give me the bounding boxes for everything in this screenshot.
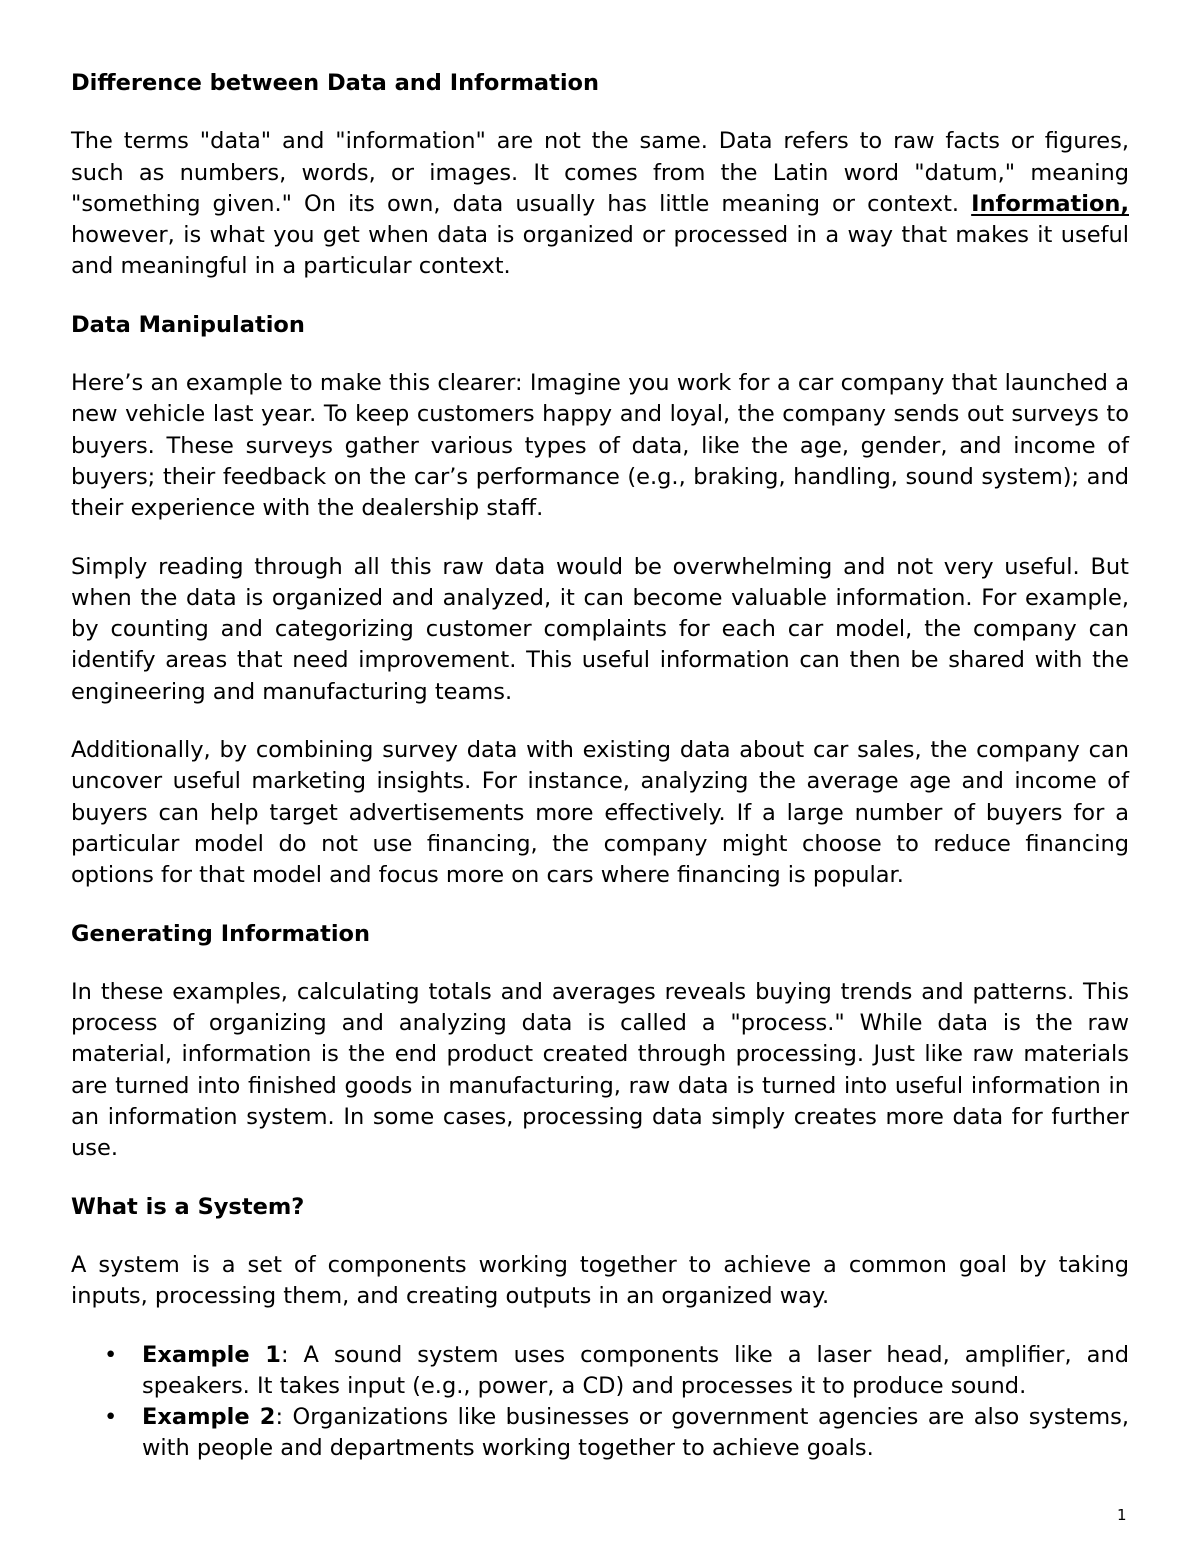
paragraph-text: The terms "data" and "information" are not the same. Data refers to raw facts or figures, such as numbers, words, or images. It comes from the Latin word "datum," meaning "something given." On its own, data usually has little meaning or context.: [71, 128, 1129, 217]
heading-data-manipulation: Data Manipulation: [71, 311, 305, 338]
paragraph-data-definition: [71, 126, 1129, 282]
list-item: [71, 1340, 1129, 1403]
example-text: : Organizations like businesses or government agencies are also systems, with people and departments working together to achieve goals.: [142, 1404, 1130, 1462]
paragraph-marketing: Additionally, by combining survey data with existing data about car sales, the company can uncover useful marketing insights. For instance, analyzing the average age and income of buyers can help target advertisements more effectively. If a large number of buyers for a particular model do not use financing, the company might choose to reduce financing options for that model and focus more on cars where financing is popular.: [71, 737, 1129, 889]
heading-data-vs-information: Difference between Data and Information: [71, 70, 600, 96]
example-label: Example 1: [142, 1341, 281, 1368]
heading-generating-information: Generating Information: [71, 920, 371, 947]
heading-what-is-system: What is a System?: [71, 1193, 305, 1220]
list-item: [71, 1402, 1129, 1465]
example-text: : A sound system uses components like a laser head, amplifier, and speakers. It takes input (e.g., power, a CD) and processes it to produce sound.: [142, 1341, 1129, 1399]
paragraph-processing: In these examples, calculating totals and averages reveals buying trends and patterns. This process of organizing and analyzing data is called a "process." While data is the raw material, information is the end product created through processing. Just like raw materials are turned into finished goods in manufacturing, raw data is turned into useful information in an information system. In some cases, processing data simply creates more data for further use.: [71, 978, 1129, 1162]
page-number: 1: [1117, 1506, 1127, 1524]
term-information: Information,: [971, 190, 1129, 217]
examples-list: [71, 1340, 1129, 1465]
document-page: [71, 68, 1129, 1465]
bullet-icon: •: [104, 1341, 118, 1368]
bullet-icon: •: [104, 1404, 118, 1431]
paragraph-text: however, is what you get when data is organized or processed in a way that makes it useful and meaningful in a particular context.: [71, 222, 1129, 280]
paragraph-raw-data: Simply reading through all this raw data would be overwhelming and not very useful. But when the data is organized and analyzed, it can become valuable information. For example, by counting and categorizing customer complaints for each car model, the company can identify areas that need improvement. This useful information can then be shared with the engineering and manufacturing teams.: [71, 553, 1129, 705]
example-label: Example 2: [142, 1404, 276, 1431]
paragraph-system-definition: A system is a set of components working together to achieve a common goal by taking inputs, processing them, and creating outputs in an organized way.: [71, 1251, 1129, 1310]
paragraph-car-example: Here’s an example to make this clearer: Imagine you work for a car company that launched a new vehicle last year. To keep customers happy and loyal, the company sends out surveys to buyers. These surveys gather various types of data, like the age, gender, and income of buyers; their feedback on the car’s performance (e.g., braking, handling, sound system); and their experience with the dealership staff.: [71, 370, 1129, 522]
